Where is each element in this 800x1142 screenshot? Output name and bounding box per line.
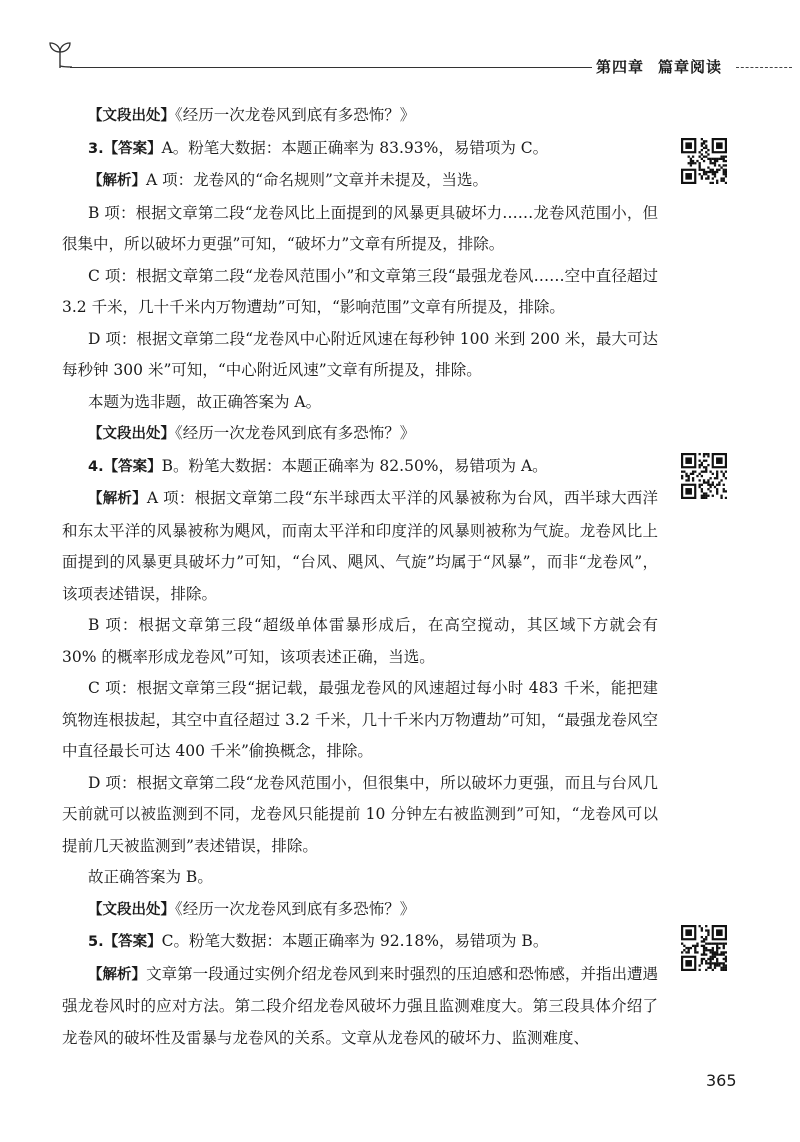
chapter-number: 第四章 (596, 58, 645, 76)
header-rule (70, 67, 592, 68)
page-body (62, 100, 658, 1054)
header-dashed-rule (736, 67, 792, 68)
answer-line: 5.【答案】C。粉笔大数据：本题正确率为 92.18%，易错项为 B。 (88, 932, 549, 950)
analysis-option-b: B 项：根据文章第二段“龙卷风比上面提到的风暴更具破坏力……龙卷风范围小，但很集中，所以破坏力更强”可知，“破坏力”文章有所提及，排除。 (62, 203, 658, 253)
analysis-option-d: D 项：根据文章第二段“龙卷风范围小，但很集中，所以破坏力更强，而且与台风几天前就可以被监测到不同，龙卷风只能提前 10 分钟左右被监测到”可知，“龙卷风可以提前几天被监测到”表述错误，排除。 (62, 773, 658, 855)
chapter-heading (596, 56, 722, 77)
analysis-option-c: C 项：根据文章第二段“龙卷风范围小”和文章第三段“最强龙卷风……空中直径超过 3.2 千米，几十千米内万物遭劫”可知，“影响范围”文章有所提及，排除。 (62, 266, 658, 316)
answer-line: 4.【答案】B。粉笔大数据：本题正确率为 82.50%，易错项为 A。 (88, 456, 548, 475)
sprout-icon (46, 40, 74, 74)
conclusion-line: 本题为选非题，故正确答案为 A。 (88, 392, 322, 411)
analysis-line: 【解析】A 项：根据文章第二段“东半球西太平洋的风暴被称为台风，西半球大西洋和东太平洋的风暴被称为飓风，而南太平洋和印度洋的风暴则被称为气旋。龙卷风比上面提到的风暴更具破坏力”可知，“台风、飓风、气旋”均属于“风暴”，而非“龙卷风”，该项表述错误，排除。 (62, 489, 658, 603)
conclusion-line: 故正确答案为 B。 (88, 868, 213, 886)
qr-code-icon[interactable] (681, 138, 727, 184)
analysis-line: 【解析】文章第一段通过实例介绍龙卷风到来时强烈的压迫感和恐怖感，并指出遭遇强龙卷风时的应对方法。第二段介绍龙卷风破坏力强且监测难度大。第三段具体介绍了龙卷风的破坏性及雷暴与龙卷风的关系。文章从龙卷风的破坏力、监测难度、 (62, 964, 658, 1047)
analysis-line: 【解析】A 项：龙卷风的“命名规则”文章并未提及，当选。 (88, 171, 488, 189)
page-header (0, 0, 800, 90)
source-line: 【文段出处】《经历一次龙卷风到底有多恐怖？》 (88, 424, 416, 442)
analysis-option-c: C 项：根据文章第三段“据记载，最强龙卷风的风速超过每小时 483 千米，能把建筑物连根拔起，其空中直径超过 3.2 千米，几十千米内万物遭劫”可知，“最强龙卷风空中直径最长可达 400 千米”偷换概念，排除。 (62, 679, 658, 760)
source-line: 【文段出处】《经历一次龙卷风到底有多恐怖？》 (88, 899, 416, 918)
page-number: 365 (706, 1071, 737, 1090)
analysis-option-b: B 项：根据文章第三段“超级单体雷暴形成后，在高空搅动，其区域下方就会有 30% 的概率形成龙卷风”可知，该项表述正确，当选。 (62, 616, 658, 666)
qr-code-icon[interactable] (681, 453, 727, 499)
section-title: 篇章阅读 (658, 58, 723, 76)
qr-code-icon[interactable] (681, 925, 727, 971)
analysis-option-d: D 项：根据文章第二段“龙卷风中心附近风速在每秒钟 100 米到 200 米，最大可达每秒钟 300 米”可知，“中心附近风速”文章有所提及，排除。 (62, 329, 658, 379)
answer-line: 3.【答案】A。粉笔大数据：本题正确率为 83.93%，易错项为 C。 (88, 138, 549, 157)
source-line: 【文段出处】《经历一次龙卷风到底有多恐怖？》 (88, 106, 416, 124)
